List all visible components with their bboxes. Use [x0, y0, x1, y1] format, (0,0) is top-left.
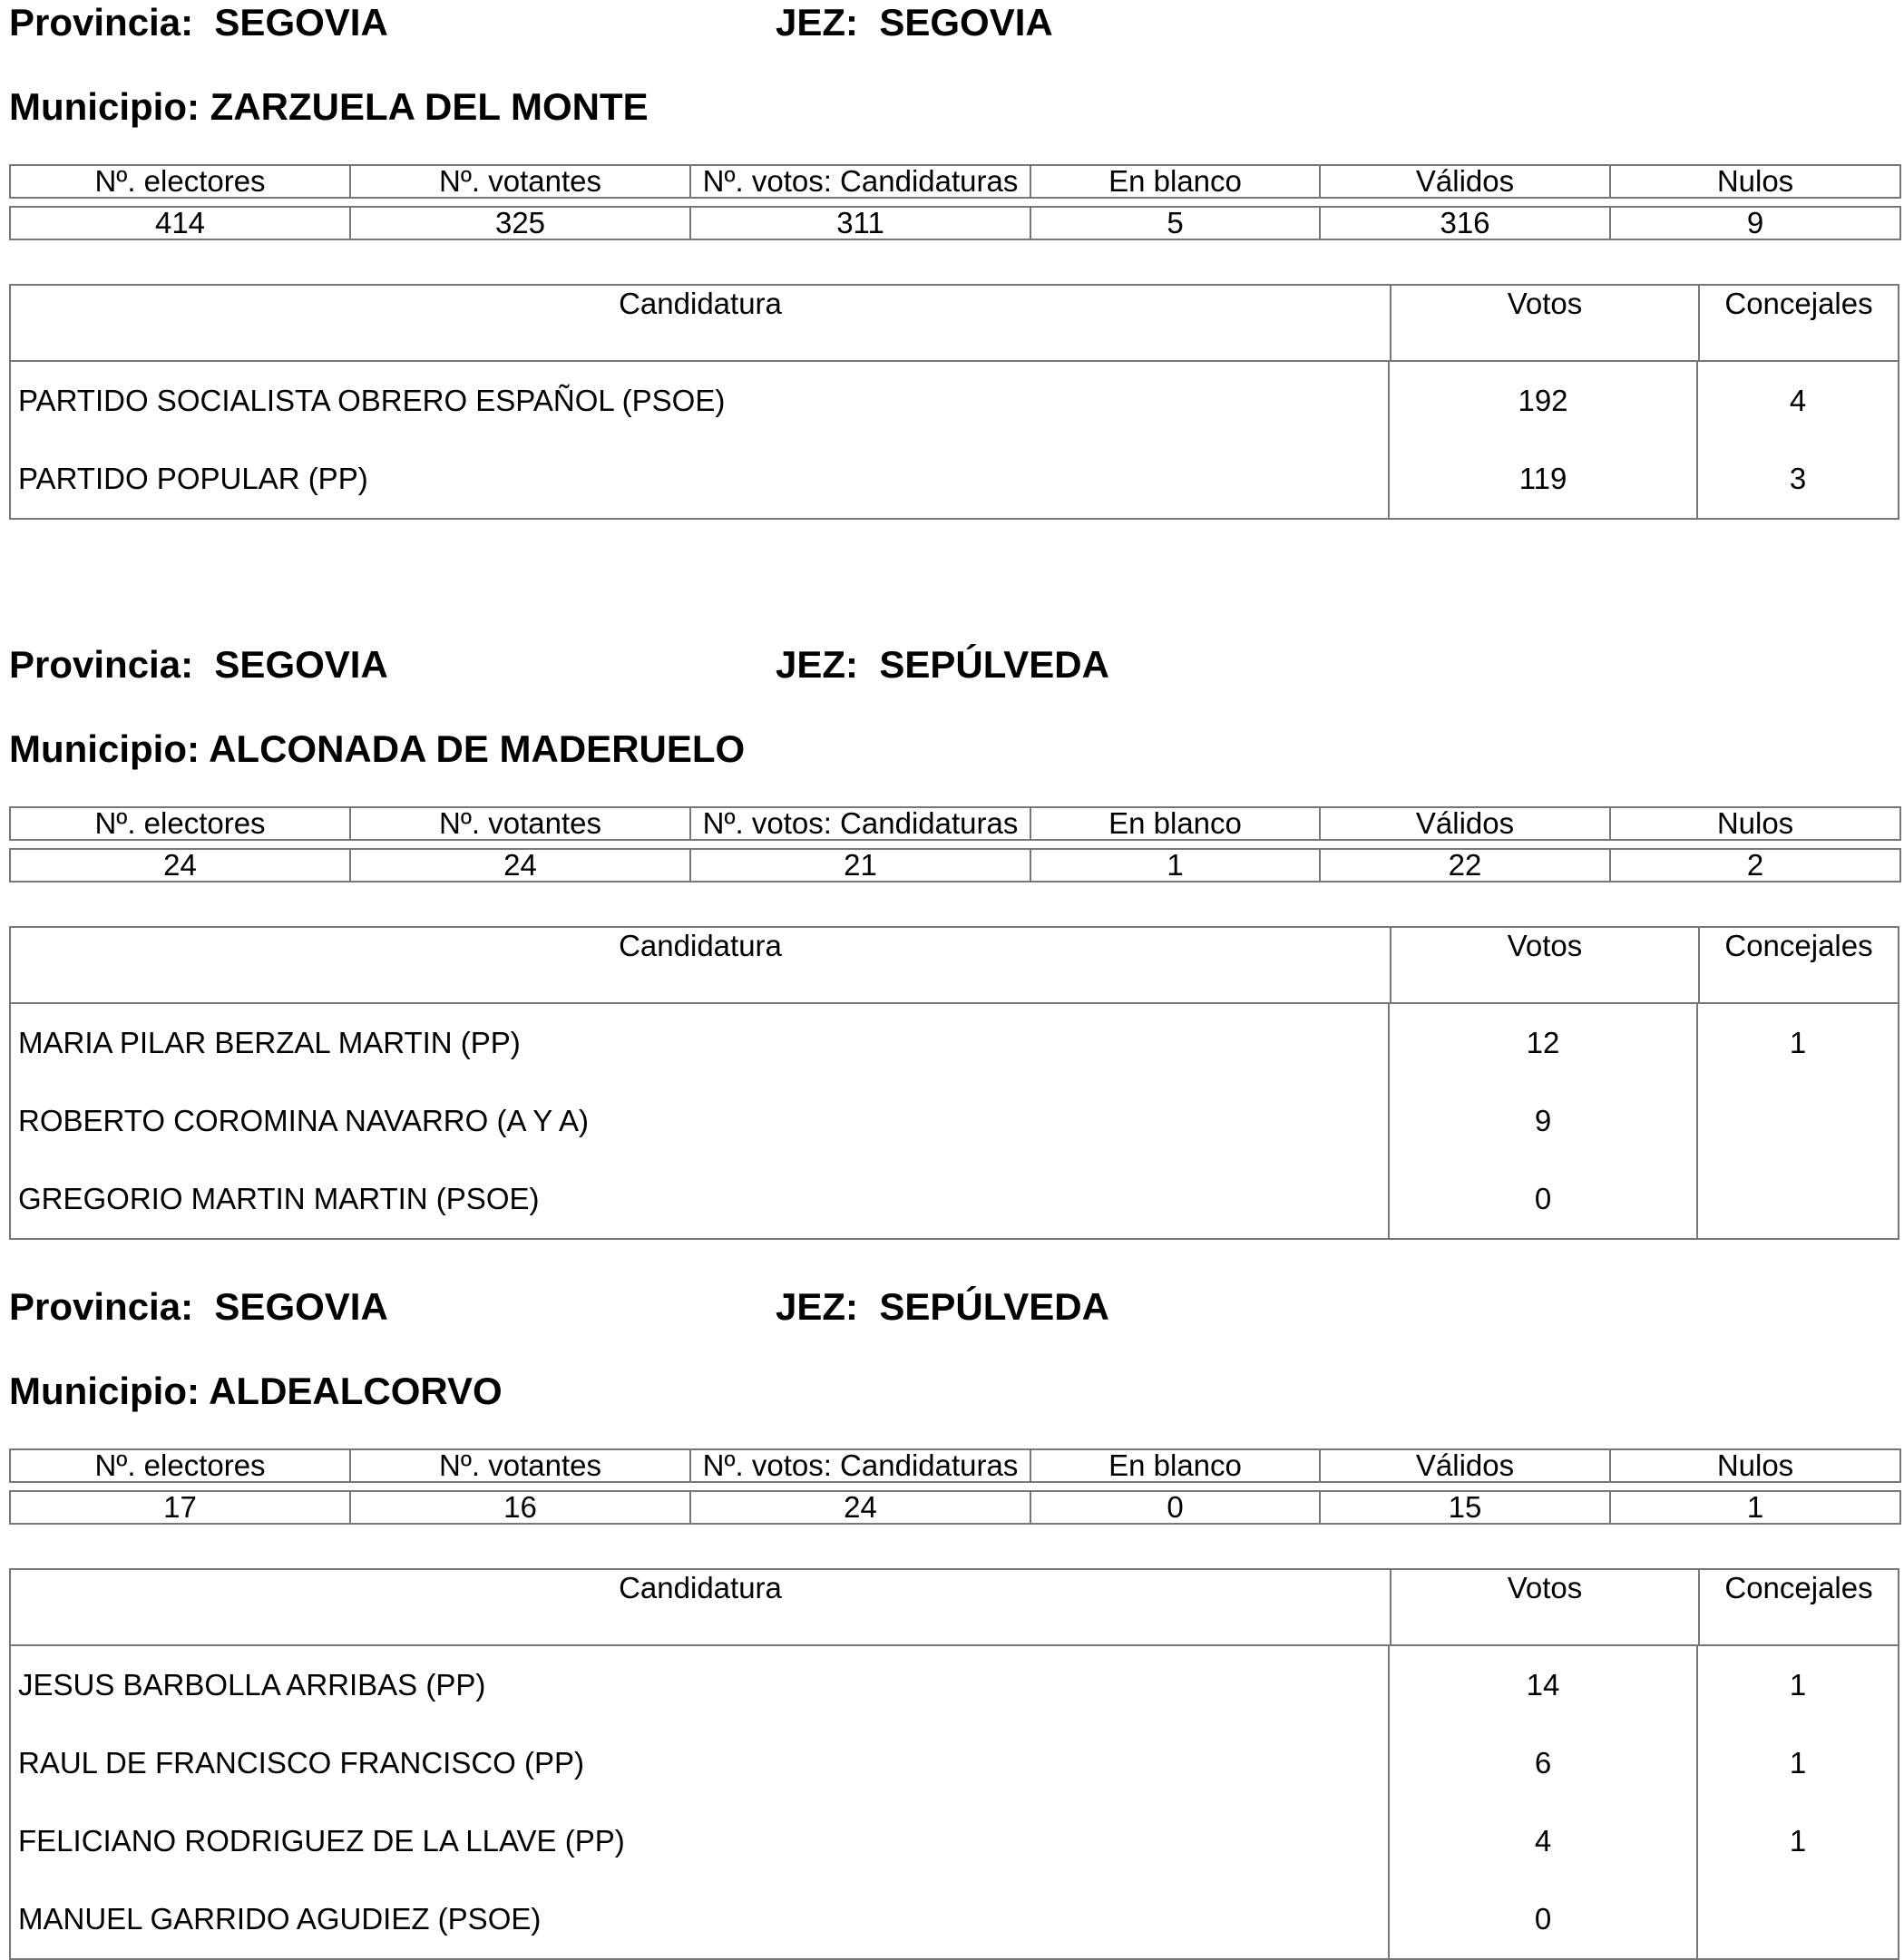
provincia-heading — [9, 1284, 388, 1330]
stats-header-row — [10, 807, 1900, 840]
header-votos-candidaturas: Nº. votos: Candidaturas — [690, 165, 1030, 198]
candidate-votos: 9 — [1390, 1082, 1698, 1160]
municipio-value: ALDEALCORVO — [209, 1370, 503, 1412]
candidate-concejales — [1698, 1880, 1898, 1958]
stats-header-row — [10, 165, 1900, 198]
jez-value: SEPÚLVEDA — [879, 643, 1109, 686]
jez-heading — [776, 642, 1109, 687]
value-nulos: 1 — [1610, 1491, 1900, 1524]
candidate-votos: 119 — [1390, 440, 1698, 518]
header-concejales: Concejales — [1724, 1571, 1873, 1604]
candidates-table — [9, 1568, 1899, 1960]
header-votantes: Nº. votantes — [350, 1449, 690, 1482]
header-validos: Válidos — [1320, 1449, 1610, 1482]
stats-table — [9, 164, 1901, 240]
value-validos: 15 — [1320, 1491, 1610, 1524]
value-votantes: 325 — [350, 207, 690, 239]
municipio-label: Municipio: — [9, 727, 200, 770]
candidate-concejales: 1 — [1789, 1668, 1807, 1702]
candidate-votos: 0 — [1390, 1880, 1698, 1958]
candidate-concejales: 4 — [1789, 384, 1807, 417]
stats-table — [9, 1448, 1901, 1525]
value-en-blanco: 1 — [1030, 849, 1320, 882]
header-concejales: Concejales — [1724, 287, 1873, 320]
provincia-value: SEGOVIA — [214, 643, 388, 686]
candidate-concejales: 3 — [1789, 462, 1807, 495]
header-candidatura: Candidatura — [11, 1570, 1391, 1644]
header-electores: Nº. electores — [10, 807, 350, 840]
provincia-label: Provincia: — [9, 1285, 194, 1328]
header-votos: Votos — [1391, 1570, 1700, 1644]
candidates-header-row — [11, 286, 1898, 362]
header-validos: Válidos — [1320, 165, 1610, 198]
value-en-blanco: 0 — [1030, 1491, 1320, 1524]
candidate-row — [11, 1082, 1898, 1160]
value-votantes: 24 — [350, 849, 690, 882]
candidate-concejales — [1698, 1082, 1898, 1160]
value-votantes: 16 — [350, 1491, 690, 1524]
value-electores: 24 — [10, 849, 350, 882]
candidate-votos: 6 — [1390, 1724, 1698, 1802]
stats-header-row — [10, 1449, 1900, 1482]
candidate-row — [11, 1004, 1898, 1082]
value-nulos: 9 — [1610, 207, 1900, 239]
municipio-heading — [9, 726, 745, 772]
stats-value-row — [10, 1491, 1900, 1524]
candidate-name: JESUS BARBOLLA ARRIBAS (PP) — [11, 1646, 1390, 1724]
value-votos-candidaturas: 21 — [690, 849, 1030, 882]
value-votos-candidaturas: 311 — [690, 207, 1030, 239]
candidate-concejales: 1 — [1789, 1746, 1807, 1780]
jez-label: JEZ: — [776, 1, 859, 44]
candidate-name: GREGORIO MARTIN MARTIN (PSOE) — [11, 1160, 1390, 1238]
value-electores: 414 — [10, 207, 350, 239]
header-concejales: Concejales — [1724, 929, 1873, 962]
header-nulos: Nulos — [1610, 1449, 1900, 1482]
stats-value-row — [10, 849, 1900, 882]
value-en-blanco: 5 — [1030, 207, 1320, 239]
jez-label: JEZ: — [776, 1285, 859, 1328]
candidate-name: ROBERTO COROMINA NAVARRO (A Y A) — [11, 1082, 1390, 1160]
header-nulos: Nulos — [1610, 807, 1900, 840]
municipio-label: Municipio: — [9, 1370, 200, 1412]
stats-value-row — [10, 207, 1900, 239]
header-votos-candidaturas: Nº. votos: Candidaturas — [690, 1449, 1030, 1482]
candidate-name: RAUL DE FRANCISCO FRANCISCO (PP) — [11, 1724, 1390, 1802]
value-votos-candidaturas: 24 — [690, 1491, 1030, 1524]
candidate-row — [11, 1646, 1898, 1724]
candidates-header-row — [11, 1570, 1898, 1646]
header-en-blanco: En blanco — [1030, 807, 1320, 840]
candidate-votos: 192 — [1390, 362, 1698, 440]
provincia-label: Provincia: — [9, 1, 194, 44]
candidate-name: MARIA PILAR BERZAL MARTIN (PP) — [11, 1004, 1390, 1082]
jez-label: JEZ: — [776, 643, 859, 686]
candidate-votos: 14 — [1390, 1646, 1698, 1724]
candidate-votos: 0 — [1390, 1160, 1698, 1238]
header-votos: Votos — [1391, 286, 1700, 360]
candidates-table — [9, 926, 1899, 1240]
municipio-label: Municipio: — [9, 85, 200, 128]
candidate-votos: 4 — [1390, 1802, 1698, 1880]
candidate-concejales: 1 — [1789, 1824, 1807, 1858]
header-en-blanco: En blanco — [1030, 165, 1320, 198]
jez-value: SEPÚLVEDA — [879, 1285, 1109, 1328]
header-electores: Nº. electores — [10, 1449, 350, 1482]
candidate-row — [11, 1880, 1898, 1958]
header-electores: Nº. electores — [10, 165, 350, 198]
header-votos-candidaturas: Nº. votos: Candidaturas — [690, 807, 1030, 840]
candidate-name: FELICIANO RODRIGUEZ DE LA LLAVE (PP) — [11, 1802, 1390, 1880]
value-validos: 316 — [1320, 207, 1610, 239]
value-nulos: 2 — [1610, 849, 1900, 882]
header-validos: Válidos — [1320, 807, 1610, 840]
candidate-row — [11, 440, 1898, 518]
header-votos: Votos — [1391, 928, 1700, 1002]
municipio-value: ALCONADA DE MADERUELO — [209, 727, 746, 770]
stats-table — [9, 806, 1901, 882]
municipio-heading — [9, 1369, 503, 1414]
header-candidatura: Candidatura — [11, 286, 1391, 360]
header-en-blanco: En blanco — [1030, 1449, 1320, 1482]
candidates-table — [9, 284, 1899, 520]
jez-heading — [776, 0, 1053, 45]
provincia-label: Provincia: — [9, 643, 194, 686]
candidate-row — [11, 362, 1898, 440]
municipio-value: ZARZUELA DEL MONTE — [210, 85, 649, 128]
provincia-value: SEGOVIA — [214, 1, 388, 44]
candidates-header-row — [11, 928, 1898, 1004]
jez-heading — [776, 1284, 1109, 1330]
header-votantes: Nº. votantes — [350, 807, 690, 840]
candidate-row — [11, 1160, 1898, 1238]
candidate-name: PARTIDO SOCIALISTA OBRERO ESPAÑOL (PSOE) — [11, 362, 1390, 440]
candidate-concejales — [1698, 1160, 1898, 1238]
jez-value: SEGOVIA — [879, 1, 1053, 44]
header-nulos: Nulos — [1610, 165, 1900, 198]
provincia-value: SEGOVIA — [214, 1285, 388, 1328]
candidate-votos: 12 — [1390, 1004, 1698, 1082]
provincia-heading — [9, 642, 388, 687]
candidate-row — [11, 1724, 1898, 1802]
provincia-heading — [9, 0, 388, 45]
header-votantes: Nº. votantes — [350, 165, 690, 198]
candidate-concejales: 1 — [1789, 1026, 1807, 1059]
municipio-heading — [9, 84, 649, 130]
value-validos: 22 — [1320, 849, 1610, 882]
value-electores: 17 — [10, 1491, 350, 1524]
header-candidatura: Candidatura — [11, 928, 1391, 1002]
candidate-name: MANUEL GARRIDO AGUDIEZ (PSOE) — [11, 1880, 1390, 1958]
candidate-row — [11, 1802, 1898, 1880]
candidate-name: PARTIDO POPULAR (PP) — [11, 440, 1390, 518]
